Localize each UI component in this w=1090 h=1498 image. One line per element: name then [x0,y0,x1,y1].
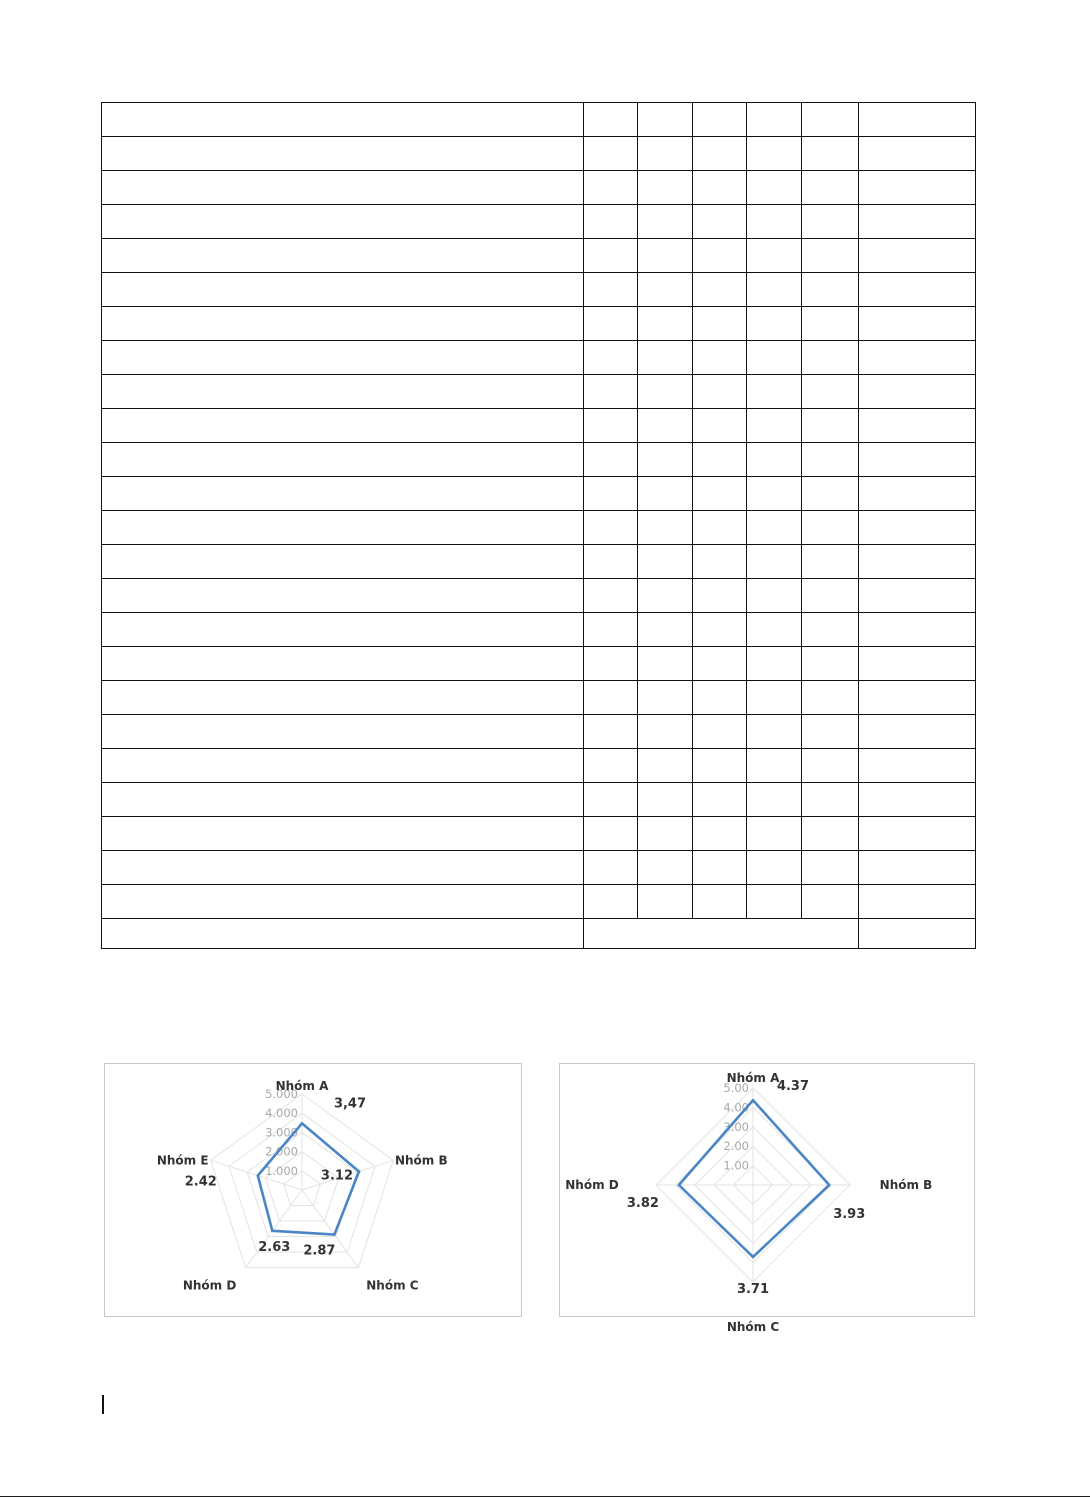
table-cell [102,307,584,341]
table-cell [584,579,638,613]
table-cell [102,103,584,137]
table-cell [584,137,638,171]
table-cell [638,783,693,817]
table-cell [693,341,747,375]
table-cell [747,681,802,715]
table-row [102,443,976,477]
radar-chart-right-frame [559,1063,975,1334]
table-cell [638,205,693,239]
table-row [102,137,976,171]
table-cell [638,545,693,579]
table-cell [584,613,638,647]
table-cell [638,579,693,613]
table-cell [102,783,584,817]
table-row [102,749,976,783]
table-cell [802,851,859,885]
table-cell [584,443,638,477]
table-cell [747,205,802,239]
table-cell [638,103,693,137]
table-cell [747,817,802,851]
margin-marker [102,1395,104,1414]
category-label: Nhóm C [366,1278,419,1293]
table-row [102,103,976,137]
table-cell [859,783,976,817]
table-cell [802,885,859,919]
table-cell [802,409,859,443]
table-cell [102,851,584,885]
table-cell [802,477,859,511]
category-label: Nhóm B [879,1178,933,1192]
table-cell [693,171,747,205]
table-cell [747,783,802,817]
table-row [102,647,976,681]
table-cell [747,137,802,171]
category-label: Nhóm B [394,1153,448,1168]
table-cell [584,307,638,341]
table-cell [747,647,802,681]
table-cell [802,341,859,375]
table-cell [102,885,584,919]
table-cell [584,477,638,511]
data-label: 3.12 [320,1168,354,1184]
data-point [358,1170,361,1173]
data-table [101,102,976,949]
table-row [102,307,976,341]
table-cell [859,647,976,681]
table-cell [802,443,859,477]
table-cell [693,579,747,613]
table-cell [102,511,584,545]
table-row [102,885,976,919]
table-cell [747,307,802,341]
table-row [102,851,976,885]
table-cell [747,103,802,137]
table-cell [584,205,638,239]
table-cell [802,545,859,579]
tick-label: 2.00 [723,1139,749,1154]
table-cell [802,375,859,409]
table-cell [747,239,802,273]
table-cell [859,273,976,307]
table-cell [584,919,859,949]
table-cell [584,885,638,919]
table-cell [638,511,693,545]
data-label: 4.37 [776,1079,810,1095]
table-cell [638,443,693,477]
data-point [828,1184,831,1187]
table-cell [102,749,584,783]
table-cell [693,817,747,851]
table-row [102,205,976,239]
table-cell [859,341,976,375]
table-cell [693,307,747,341]
table-cell [102,205,584,239]
category-label: Nhóm D [182,1278,237,1293]
table-cell [693,647,747,681]
table-row [102,171,976,205]
table-cell [802,817,859,851]
table-cell [102,919,584,949]
table-cell [859,511,976,545]
data-point [271,1230,274,1233]
table-cell [102,341,584,375]
table-cell [859,137,976,171]
table-cell [859,851,976,885]
table-cell [584,273,638,307]
table-row [102,817,976,851]
table-cell [693,137,747,171]
radar-chart-left [105,1064,521,1316]
table-cell [747,375,802,409]
category-label: Nhóm A [275,1079,329,1093]
table-cell [638,137,693,171]
table-cell [693,715,747,749]
table-cell [638,341,693,375]
table-cell [693,511,747,545]
table-cell [693,613,747,647]
table-cell [584,783,638,817]
table-cell [802,307,859,341]
table-cell [747,443,802,477]
table-cell [102,681,584,715]
table-cell [802,715,859,749]
category-label: Nhóm D [565,1178,619,1192]
table-row [102,239,976,273]
table-cell [802,137,859,171]
table-row [102,477,976,511]
table-cell [638,307,693,341]
table-cell [747,715,802,749]
table-cell [102,137,584,171]
table-cell [693,545,747,579]
table-row [102,375,976,409]
table-cell [102,409,584,443]
table-cell [693,749,747,783]
table-cell [859,307,976,341]
table-cell [693,375,747,409]
table-cell [584,681,638,715]
data-point [752,1099,755,1102]
table-cell [584,409,638,443]
table-cell [859,171,976,205]
table-cell [638,477,693,511]
data-label: 2.87 [303,1243,336,1259]
table-cell [102,715,584,749]
page-bottom-rule [0,1496,1090,1497]
tick-label: 4.000 [265,1106,298,1121]
table-cell [859,817,976,851]
table-cell [802,103,859,137]
table-cell [102,375,584,409]
table-cell [859,579,976,613]
tick-label: 5.00 [723,1081,749,1095]
table-cell [693,443,747,477]
table-cell [693,681,747,715]
tick-label: 3.00 [723,1119,749,1134]
data-point [678,1184,681,1187]
table-cell [802,783,859,817]
table-cell [102,477,584,511]
table-cell [102,443,584,477]
tick-label: 4.00 [723,1100,749,1115]
table-cell [747,851,802,885]
data-label: 2.63 [258,1239,291,1255]
table-cell [584,341,638,375]
table-cell [747,885,802,919]
tick-label: 2.000 [265,1144,298,1159]
table-row [102,273,976,307]
data-label: 2.42 [184,1174,217,1190]
table-cell [747,273,802,307]
table-cell [638,715,693,749]
table-cell [859,477,976,511]
table-cell [747,511,802,545]
table-cell [747,477,802,511]
table-cell [802,171,859,205]
data-label: 3,47 [333,1096,367,1112]
table-cell [638,851,693,885]
table-cell [802,681,859,715]
data-point [752,1256,755,1259]
table-cell [859,409,976,443]
table-cell [584,851,638,885]
table-cell [584,375,638,409]
tick-label: 1.000 [265,1163,298,1178]
table-cell [584,715,638,749]
data-label: 3.82 [626,1196,659,1211]
table-cell [638,613,693,647]
table-cell [859,749,976,783]
category-label: Nhóm A [726,1071,780,1085]
table-cell [638,749,693,783]
table-cell [693,477,747,511]
radar-chart-left-frame [104,1063,522,1317]
table-cell [859,103,976,137]
table-cell [859,885,976,919]
table-cell [693,851,747,885]
table-cell [859,681,976,715]
tick-label: 5.000 [265,1087,298,1101]
table-row [102,613,976,647]
table-row [102,341,976,375]
table-cell [102,817,584,851]
table-cell [747,171,802,205]
table-cell [102,545,584,579]
table-cell [584,817,638,851]
table-cell [102,171,584,205]
table-cell [859,375,976,409]
table-cell [584,103,638,137]
table-cell [638,239,693,273]
table-cell [638,273,693,307]
table-cell [859,545,976,579]
table-cell [638,681,693,715]
table-row [102,409,976,443]
table-cell [747,409,802,443]
table-cell [102,647,584,681]
category-label: Nhóm C [726,1320,780,1334]
data-point [333,1233,336,1236]
table-row [102,545,976,579]
table-cell [638,375,693,409]
table-cell [638,409,693,443]
table-cell [802,273,859,307]
data-label: 3.71 [736,1281,770,1297]
data-label: 3.93 [833,1207,866,1222]
table-cell [693,239,747,273]
table-cell [693,409,747,443]
table-cell [584,511,638,545]
table-cell [859,443,976,477]
table-row [102,511,976,545]
table-cell [638,817,693,851]
table-cell [584,545,638,579]
tick-label: 1.00 [723,1158,749,1173]
radar-chart-right [560,1064,974,1334]
table-cell [859,239,976,273]
table-row [102,715,976,749]
tick-label: 3.000 [265,1125,298,1140]
table-cell [693,273,747,307]
table-cell [693,783,747,817]
table-cell [638,171,693,205]
category-label: Nhóm E [156,1153,209,1168]
table-cell [693,885,747,919]
table-cell [747,579,802,613]
table-cell [859,613,976,647]
table-row [102,579,976,613]
table-cell [638,647,693,681]
table-cell [584,647,638,681]
table-cell [802,511,859,545]
table-cell [693,103,747,137]
table-cell [638,885,693,919]
table-cell [802,749,859,783]
table-cell [102,239,584,273]
table-cell [802,579,859,613]
table-cell [584,171,638,205]
table-cell [102,579,584,613]
table-cell [747,749,802,783]
data-point [257,1174,260,1177]
table-cell [747,341,802,375]
data-point [301,1122,304,1125]
grid-spoke [246,1190,302,1268]
table-cell [747,613,802,647]
table-cell [693,205,747,239]
table-cell [584,239,638,273]
table-cell [859,919,976,949]
table-row [102,681,976,715]
table-row [102,919,976,949]
table-cell [802,613,859,647]
table-cell [102,613,584,647]
table-cell [802,239,859,273]
table-cell [802,205,859,239]
table-cell [584,749,638,783]
table-cell [859,205,976,239]
table-cell [747,545,802,579]
table-cell [802,647,859,681]
table-row [102,783,976,817]
table-cell [102,273,584,307]
table-cell [859,715,976,749]
